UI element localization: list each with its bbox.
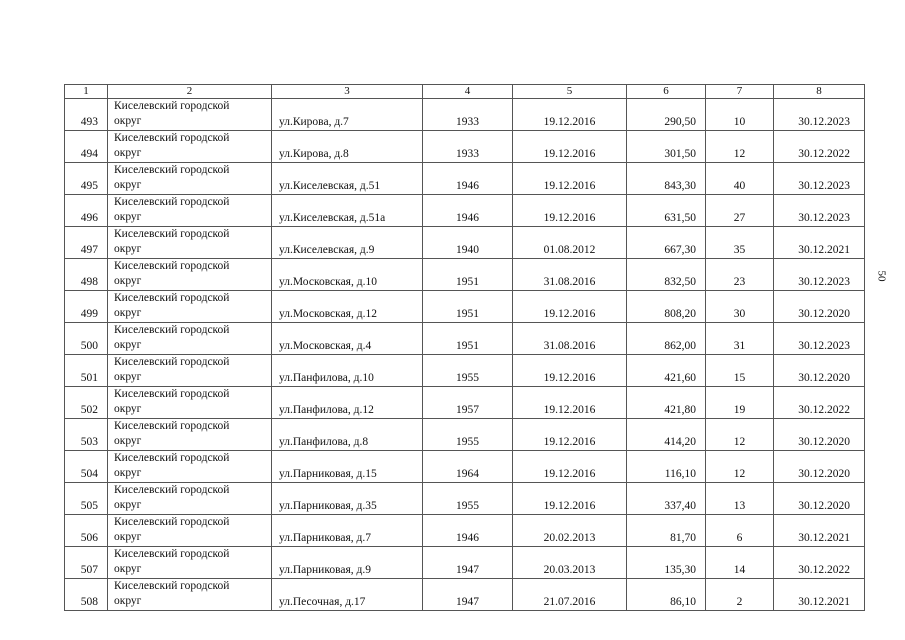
address-cell: ул.Кирова, д.7 [272, 99, 423, 131]
district-cell [108, 323, 272, 355]
date-cell: 19.12.2016 [513, 131, 627, 163]
count-cell: 12 [706, 131, 774, 163]
header-cell: 4 [423, 85, 513, 99]
date-cell: 20.03.2013 [513, 547, 627, 579]
table-row [65, 99, 865, 131]
table-body [65, 99, 865, 611]
area-cell: 421,80 [627, 387, 706, 419]
district-line-1: Киселевский городской [114, 420, 230, 432]
deadline-cell: 30.12.2021 [774, 515, 865, 547]
year-cell: 1946 [423, 195, 513, 227]
row-number-cell: 507 [65, 547, 108, 579]
address-cell: ул.Киселевская, д.9 [272, 227, 423, 259]
count-cell: 19 [706, 387, 774, 419]
count-cell: 12 [706, 419, 774, 451]
row-number-cell: 496 [65, 195, 108, 227]
count-cell: 31 [706, 323, 774, 355]
district-line-2: округ [114, 243, 142, 255]
table-row [65, 323, 865, 355]
address-cell: ул.Песочная, д.17 [272, 579, 423, 611]
area-cell: 862,00 [627, 323, 706, 355]
district-line-2: округ [114, 275, 142, 287]
row-number-cell: 499 [65, 291, 108, 323]
district-line-1: Киселевский городской [114, 516, 230, 528]
table-row [65, 227, 865, 259]
area-cell: 81,70 [627, 515, 706, 547]
district-line-2: округ [114, 371, 142, 383]
deadline-cell: 30.12.2022 [774, 547, 865, 579]
date-cell: 31.08.2016 [513, 323, 627, 355]
year-cell: 1940 [423, 227, 513, 259]
table-row [65, 387, 865, 419]
year-cell: 1955 [423, 483, 513, 515]
table-row [65, 451, 865, 483]
count-cell: 12 [706, 451, 774, 483]
count-cell: 6 [706, 515, 774, 547]
year-cell: 1951 [423, 323, 513, 355]
area-cell: 86,10 [627, 579, 706, 611]
district-cell [108, 355, 272, 387]
district-line-2: округ [114, 179, 142, 191]
row-number-cell: 508 [65, 579, 108, 611]
year-cell: 1951 [423, 259, 513, 291]
district-line-2: округ [114, 595, 142, 607]
district-cell [108, 547, 272, 579]
district-cell [108, 515, 272, 547]
count-cell: 35 [706, 227, 774, 259]
count-cell: 13 [706, 483, 774, 515]
table-row [65, 483, 865, 515]
count-cell: 10 [706, 99, 774, 131]
year-cell: 1947 [423, 547, 513, 579]
table-row [65, 291, 865, 323]
year-cell: 1946 [423, 515, 513, 547]
date-cell: 19.12.2016 [513, 387, 627, 419]
area-cell: 414,20 [627, 419, 706, 451]
district-line-2: округ [114, 435, 142, 447]
district-line-1: Киселевский городской [114, 100, 230, 112]
district-cell [108, 227, 272, 259]
year-cell: 1957 [423, 387, 513, 419]
deadline-cell: 30.12.2020 [774, 451, 865, 483]
deadline-cell: 30.12.2020 [774, 355, 865, 387]
year-cell: 1955 [423, 419, 513, 451]
deadline-cell: 30.12.2022 [774, 131, 865, 163]
date-cell: 19.12.2016 [513, 451, 627, 483]
header-cell: 1 [65, 85, 108, 99]
district-cell [108, 387, 272, 419]
address-cell: ул.Парниковая, д.15 [272, 451, 423, 483]
area-cell: 301,50 [627, 131, 706, 163]
deadline-cell: 30.12.2023 [774, 99, 865, 131]
district-line-1: Киселевский городской [114, 580, 230, 592]
row-number-cell: 498 [65, 259, 108, 291]
row-number-cell: 506 [65, 515, 108, 547]
area-cell: 808,20 [627, 291, 706, 323]
row-number-cell: 501 [65, 355, 108, 387]
page-number: 50 [875, 270, 888, 282]
district-line-2: округ [114, 339, 142, 351]
address-cell: ул.Киселевская, д.51 [272, 163, 423, 195]
district-line-2: округ [114, 563, 142, 575]
area-cell: 135,30 [627, 547, 706, 579]
district-cell [108, 419, 272, 451]
district-line-1: Киселевский городской [114, 164, 230, 176]
district-line-1: Киселевский городской [114, 388, 230, 400]
district-line-2: округ [114, 307, 142, 319]
date-cell: 19.12.2016 [513, 483, 627, 515]
deadline-cell: 30.12.2020 [774, 483, 865, 515]
table-row [65, 547, 865, 579]
count-cell: 23 [706, 259, 774, 291]
table-row [65, 515, 865, 547]
district-line-1: Киселевский городской [114, 484, 230, 496]
area-cell: 116,10 [627, 451, 706, 483]
deadline-cell: 30.12.2023 [774, 163, 865, 195]
district-line-1: Киселевский городской [114, 260, 230, 272]
table-row [65, 163, 865, 195]
district-line-2: округ [114, 147, 142, 159]
deadline-cell: 30.12.2020 [774, 291, 865, 323]
area-cell: 832,50 [627, 259, 706, 291]
district-line-2: округ [114, 211, 142, 223]
count-cell: 40 [706, 163, 774, 195]
year-cell: 1933 [423, 131, 513, 163]
row-number-cell: 495 [65, 163, 108, 195]
year-cell: 1955 [423, 355, 513, 387]
area-cell: 843,30 [627, 163, 706, 195]
year-cell: 1933 [423, 99, 513, 131]
table-row [65, 131, 865, 163]
date-cell: 19.12.2016 [513, 195, 627, 227]
address-cell: ул.Парниковая, д.9 [272, 547, 423, 579]
district-cell [108, 195, 272, 227]
area-cell: 290,50 [627, 99, 706, 131]
table-row [65, 195, 865, 227]
header-row [65, 85, 865, 99]
district-line-1: Киселевский городской [114, 196, 230, 208]
date-cell: 31.08.2016 [513, 259, 627, 291]
count-cell: 30 [706, 291, 774, 323]
year-cell: 1951 [423, 291, 513, 323]
district-line-1: Киселевский городской [114, 132, 230, 144]
year-cell: 1947 [423, 579, 513, 611]
district-line-1: Киселевский городской [114, 292, 230, 304]
date-cell: 21.07.2016 [513, 579, 627, 611]
district-line-1: Киселевский городской [114, 324, 230, 336]
year-cell: 1946 [423, 163, 513, 195]
district-cell [108, 291, 272, 323]
district-line-1: Киселевский городской [114, 548, 230, 560]
date-cell: 01.08.2012 [513, 227, 627, 259]
district-cell [108, 99, 272, 131]
housing-table [64, 84, 865, 611]
district-cell [108, 483, 272, 515]
count-cell: 2 [706, 579, 774, 611]
district-line-1: Киселевский городской [114, 356, 230, 368]
row-number-cell: 494 [65, 131, 108, 163]
deadline-cell: 30.12.2023 [774, 259, 865, 291]
table-row [65, 419, 865, 451]
district-cell [108, 131, 272, 163]
district-line-2: округ [114, 115, 142, 127]
district-line-1: Киселевский городской [114, 452, 230, 464]
date-cell: 19.12.2016 [513, 291, 627, 323]
address-cell: ул.Панфилова, д.8 [272, 419, 423, 451]
address-cell: ул.Панфилова, д.10 [272, 355, 423, 387]
header-cell: 3 [272, 85, 423, 99]
deadline-cell: 30.12.2021 [774, 227, 865, 259]
district-line-2: округ [114, 531, 142, 543]
date-cell: 19.12.2016 [513, 419, 627, 451]
header-cell: 2 [108, 85, 272, 99]
area-cell: 631,50 [627, 195, 706, 227]
deadline-cell: 30.12.2020 [774, 419, 865, 451]
row-number-cell: 505 [65, 483, 108, 515]
date-cell: 19.12.2016 [513, 163, 627, 195]
count-cell: 15 [706, 355, 774, 387]
address-cell: ул.Московская, д.4 [272, 323, 423, 355]
address-cell: ул.Кирова, д.8 [272, 131, 423, 163]
table-row [65, 259, 865, 291]
deadline-cell: 30.12.2021 [774, 579, 865, 611]
date-cell: 20.02.2013 [513, 515, 627, 547]
address-cell: ул.Московская, д.12 [272, 291, 423, 323]
row-number-cell: 500 [65, 323, 108, 355]
year-cell: 1964 [423, 451, 513, 483]
date-cell: 19.12.2016 [513, 99, 627, 131]
address-cell: ул.Парниковая, д.7 [272, 515, 423, 547]
row-number-cell: 493 [65, 99, 108, 131]
header-cell: 8 [774, 85, 865, 99]
area-cell: 421,60 [627, 355, 706, 387]
date-cell: 19.12.2016 [513, 355, 627, 387]
count-cell: 27 [706, 195, 774, 227]
district-cell [108, 451, 272, 483]
deadline-cell: 30.12.2023 [774, 323, 865, 355]
deadline-cell: 30.12.2023 [774, 195, 865, 227]
row-number-cell: 497 [65, 227, 108, 259]
area-cell: 667,30 [627, 227, 706, 259]
district-line-2: округ [114, 499, 142, 511]
district-line-2: округ [114, 467, 142, 479]
row-number-cell: 503 [65, 419, 108, 451]
row-number-cell: 502 [65, 387, 108, 419]
count-cell: 14 [706, 547, 774, 579]
district-cell [108, 259, 272, 291]
district-line-2: округ [114, 403, 142, 415]
district-line-1: Киселевский городской [114, 228, 230, 240]
address-cell: ул.Московская, д.10 [272, 259, 423, 291]
address-cell: ул.Панфилова, д.12 [272, 387, 423, 419]
area-cell: 337,40 [627, 483, 706, 515]
row-number-cell: 504 [65, 451, 108, 483]
table-row [65, 355, 865, 387]
district-cell [108, 163, 272, 195]
district-cell [108, 579, 272, 611]
header-cell: 7 [706, 85, 774, 99]
deadline-cell: 30.12.2022 [774, 387, 865, 419]
address-cell: ул.Киселевская, д.51а [272, 195, 423, 227]
header-cell: 5 [513, 85, 627, 99]
header-cell: 6 [627, 85, 706, 99]
address-cell: ул.Парниковая, д.35 [272, 483, 423, 515]
table-row [65, 579, 865, 611]
